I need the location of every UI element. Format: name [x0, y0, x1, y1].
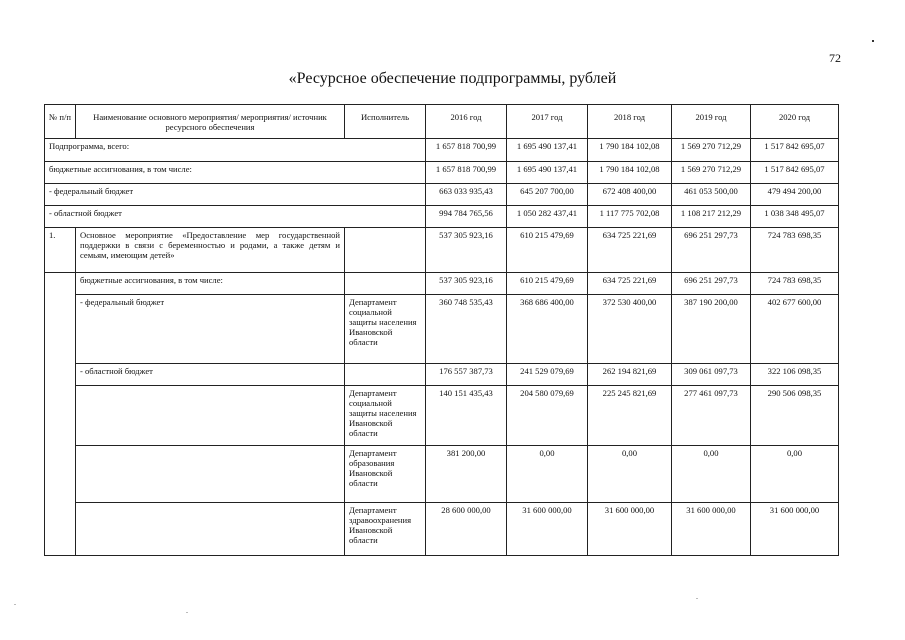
value-cell: 1 569 270 712,29: [672, 139, 751, 162]
value-cell: 1 569 270 712,29: [672, 162, 751, 184]
main-event-row: [45, 228, 839, 273]
executor-cell: Департамент социальной защиты населения Ивановской области: [345, 386, 426, 446]
value-cell: 537 305 923,16: [426, 273, 507, 295]
value-cell: 1 517 842 695,07: [751, 139, 839, 162]
value-cell: 1 695 490 137,41: [507, 139, 588, 162]
row-label: - областной бюджет: [76, 364, 345, 386]
value-cell: 479 494 200,00: [751, 184, 839, 206]
summary-row-regional: [45, 206, 839, 228]
scan-dot: [872, 40, 874, 42]
value-cell: 537 305 923,16: [426, 228, 507, 273]
value-cell: 381 200,00: [426, 446, 507, 503]
value-cell: 1 117 775 702,08: [588, 206, 672, 228]
row-label: [76, 386, 345, 446]
value-cell: 696 251 297,73: [672, 273, 751, 295]
value-cell: 610 215 479,69: [507, 228, 588, 273]
value-cell: 368 686 400,00: [507, 295, 588, 364]
header-2017: 2017 год: [507, 105, 588, 139]
value-cell: 645 207 700,00: [507, 184, 588, 206]
page-title: «Ресурсное обеспечение подпрограммы, рублей: [288, 70, 617, 87]
header-2019: 2019 год: [672, 105, 751, 139]
value-cell: 0,00: [588, 446, 672, 503]
summary-row-total: [45, 139, 839, 162]
value-cell: 31 600 000,00: [507, 503, 588, 556]
value-cell: 360 748 535,43: [426, 295, 507, 364]
value-cell: 634 725 221,69: [588, 228, 672, 273]
federal-row: [45, 295, 839, 364]
regional-row: [45, 364, 839, 386]
executor-cell: Департамент социальной защиты населения Ивановской области: [345, 295, 426, 364]
value-cell: 672 408 400,00: [588, 184, 672, 206]
value-cell: 204 580 079,69: [507, 386, 588, 446]
executor-cell: Департамент образования Ивановской области: [345, 446, 426, 503]
value-cell: 0,00: [507, 446, 588, 503]
header-2018: 2018 год: [588, 105, 672, 139]
value-cell: 1 517 842 695,07: [751, 162, 839, 184]
value-cell: 994 784 765,56: [426, 206, 507, 228]
row-label: - федеральный бюджет: [45, 184, 426, 206]
value-cell: 610 215 479,69: [507, 273, 588, 295]
row-label: [76, 446, 345, 503]
value-cell: 724 783 698,35: [751, 273, 839, 295]
main-event-name: Основное мероприятие «Предоставление мер государственной поддержки в связи с беременностью и родами, а также детям и семьям, имеющим детей»: [76, 228, 345, 273]
main-event-number: 1.: [45, 228, 76, 273]
value-cell: 140 151 435,43: [426, 386, 507, 446]
value-cell: 31 600 000,00: [672, 503, 751, 556]
value-cell: 1 790 184 102,08: [588, 162, 672, 184]
row-label: - областной бюджет: [45, 206, 426, 228]
header-2016: 2016 год: [426, 105, 507, 139]
value-cell: 1 657 818 700,99: [426, 162, 507, 184]
summary-row-federal: [45, 184, 839, 206]
value-cell: 1 108 217 212,29: [672, 206, 751, 228]
value-cell: 1 038 348 495,07: [751, 206, 839, 228]
header-row: [45, 105, 839, 139]
value-cell: 696 251 297,73: [672, 228, 751, 273]
value-cell: 225 245 821,69: [588, 386, 672, 446]
executor-cell: [345, 228, 426, 273]
value-cell: 241 529 079,69: [507, 364, 588, 386]
value-cell: 724 783 698,35: [751, 228, 839, 273]
row-label: бюджетные ассигнования, в том числе:: [76, 273, 345, 295]
resource-table: [44, 104, 839, 556]
value-cell: 634 725 221,69: [588, 273, 672, 295]
row-label: - федеральный бюджет: [76, 295, 345, 364]
value-cell: 176 557 387,73: [426, 364, 507, 386]
value-cell: 663 033 935,43: [426, 184, 507, 206]
value-cell: 402 677 600,00: [751, 295, 839, 364]
header-no: № п/п: [45, 105, 76, 139]
value-cell: 461 053 500,00: [672, 184, 751, 206]
header-2020: 2020 год: [751, 105, 839, 139]
row-label: [76, 503, 345, 556]
value-cell: 1 695 490 137,41: [507, 162, 588, 184]
value-cell: 0,00: [672, 446, 751, 503]
executor-cell: Департамент здравоохранения Ивановской области: [345, 503, 426, 556]
executor-cell: [345, 273, 426, 295]
value-cell: 290 506 098,35: [751, 386, 839, 446]
value-cell: 28 600 000,00: [426, 503, 507, 556]
row-label: бюджетные ассигнования, в том числе:: [45, 162, 426, 184]
value-cell: 1 050 282 437,41: [507, 206, 588, 228]
value-cell: 309 061 097,73: [672, 364, 751, 386]
department-row: [45, 446, 839, 503]
page-number: 72: [829, 51, 841, 65]
value-cell: 372 530 400,00: [588, 295, 672, 364]
scan-speck: [696, 598, 698, 599]
value-cell: 0,00: [751, 446, 839, 503]
event-number-spacer: [45, 273, 76, 556]
header-name: Наименование основного мероприятия/ мероприятия/ источник ресурсного обеспечения: [76, 105, 345, 139]
value-cell: 31 600 000,00: [588, 503, 672, 556]
value-cell: 31 600 000,00: [751, 503, 839, 556]
department-row: [45, 386, 839, 446]
value-cell: 262 194 821,69: [588, 364, 672, 386]
value-cell: 322 106 098,35: [751, 364, 839, 386]
scan-speck: [186, 612, 188, 613]
value-cell: 1 657 818 700,99: [426, 139, 507, 162]
summary-row-budget: [45, 162, 839, 184]
row-label: Подпрограмма, всего:: [45, 139, 426, 162]
scan-speck: [14, 604, 16, 605]
header-executor: Исполнитель: [345, 105, 426, 139]
budget-row: [45, 273, 839, 295]
value-cell: 277 461 097,73: [672, 386, 751, 446]
value-cell: 1 790 184 102,08: [588, 139, 672, 162]
value-cell: 387 190 200,00: [672, 295, 751, 364]
department-row: [45, 503, 839, 556]
executor-cell: [345, 364, 426, 386]
